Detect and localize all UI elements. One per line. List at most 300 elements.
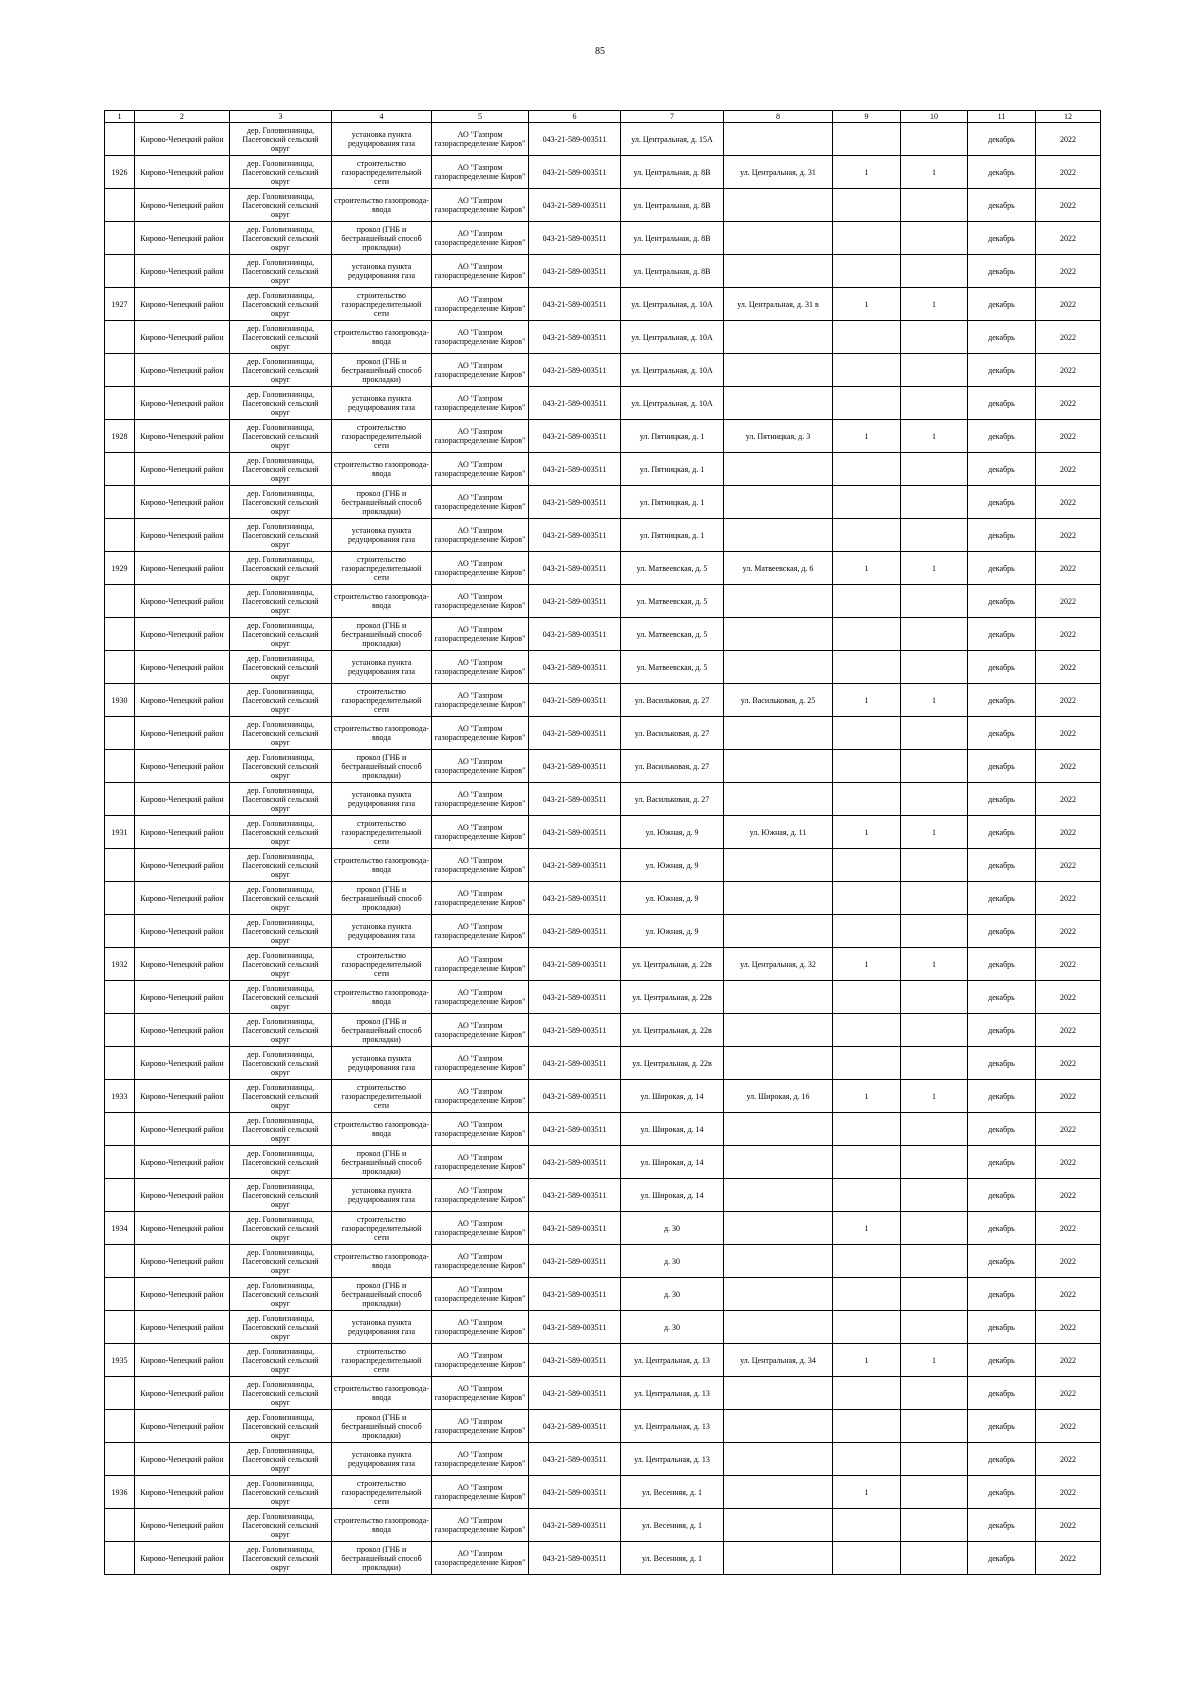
- cell-text: 2022: [1060, 1487, 1076, 1497]
- cell-text: 043-21-589-003511: [542, 662, 607, 672]
- month-cell: [968, 1014, 1036, 1047]
- license-cell: [529, 1047, 621, 1080]
- district-cell: [135, 618, 230, 651]
- cell-text: 1: [864, 827, 869, 837]
- cell-text: декабрь: [988, 233, 1015, 243]
- object-address-cell: [621, 1212, 724, 1245]
- connection-address-cell: [724, 816, 833, 849]
- cell-text: декабрь: [988, 1190, 1015, 1200]
- license-cell: [529, 1146, 621, 1179]
- license-cell: [529, 1179, 621, 1212]
- license-cell: [529, 1344, 621, 1377]
- row-number-cell: [105, 189, 135, 222]
- work-type-cell: [332, 486, 432, 519]
- row-number-cell: [105, 1245, 135, 1278]
- connection-address-cell: [724, 882, 833, 915]
- cell-text: 043-21-589-003511: [542, 1388, 607, 1398]
- year-cell: [1036, 684, 1101, 717]
- district-cell: [135, 1476, 230, 1509]
- cell-text: декабрь: [988, 728, 1015, 738]
- connections-cell: [901, 915, 968, 948]
- cell-text: дер. Головизнинцы, Пасеговский сельский округ: [242, 818, 319, 846]
- cell-text: 043-21-589-003511: [542, 1553, 607, 1563]
- license-cell: [529, 915, 621, 948]
- settlement-cell: [230, 882, 332, 915]
- connections-cell: [901, 651, 968, 684]
- connections-cell: [901, 1212, 968, 1245]
- cell-text: 043-21-589-003511: [542, 695, 607, 705]
- district-cell: [135, 651, 230, 684]
- cell-text: декабрь: [988, 167, 1015, 177]
- object-address-cell: [621, 1146, 724, 1179]
- object-address-cell: [621, 1542, 724, 1575]
- year-cell: [1036, 519, 1101, 552]
- quantity-cell: [833, 321, 901, 354]
- organization-cell: [432, 255, 529, 288]
- organization-cell: [432, 651, 529, 684]
- cell-text: 1: [864, 1223, 869, 1233]
- header-cell: 10: [901, 111, 968, 123]
- settlement-cell: [230, 1080, 332, 1113]
- quantity-cell: [833, 1410, 901, 1443]
- connections-cell: [901, 1311, 968, 1344]
- cell-text: АО "Газпром газораспределение Киров": [434, 1450, 526, 1468]
- row-number-cell: [105, 1344, 135, 1377]
- connection-address-cell: [724, 1212, 833, 1245]
- cell-text: Кирово-Чепецкий район: [140, 200, 224, 210]
- cell-text: Кирово-Чепецкий район: [140, 1355, 224, 1365]
- cell-text: ул. Широкая, д. 14: [640, 1157, 704, 1167]
- quantity-cell: [833, 288, 901, 321]
- cell-text: дер. Головизнинцы, Пасеговский сельский округ: [242, 1247, 319, 1275]
- district-cell: [135, 189, 230, 222]
- district-cell: [135, 849, 230, 882]
- row-number-cell: [105, 585, 135, 618]
- year-cell: [1036, 750, 1101, 783]
- object-address-cell: [621, 255, 724, 288]
- row-number-cell: [105, 1443, 135, 1476]
- quantity-cell: [833, 420, 901, 453]
- cell-text: дер. Головизнинцы, Пасеговский сельский округ: [242, 587, 319, 615]
- settlement-cell: [230, 1113, 332, 1146]
- row-number-cell: [105, 1146, 135, 1179]
- connections-cell: [901, 255, 968, 288]
- cell-text: 1: [932, 827, 936, 837]
- connections-cell: [901, 1410, 968, 1443]
- connections-cell: [901, 618, 968, 651]
- connections-cell: [901, 552, 968, 585]
- cell-text: ул. Широкая, д. 16: [746, 1091, 810, 1101]
- organization-cell: [432, 915, 529, 948]
- cell-text: 2022: [1060, 431, 1076, 441]
- license-cell: [529, 585, 621, 618]
- license-cell: [529, 420, 621, 453]
- cell-text: 043-21-589-003511: [542, 299, 607, 309]
- cell-text: декабрь: [988, 596, 1015, 606]
- cell-text: Кирово-Чепецкий район: [140, 134, 224, 144]
- cell-text: установка пункта редуцирования газа: [347, 262, 416, 280]
- row-number-cell: [105, 816, 135, 849]
- cell-text: 2022: [1060, 827, 1076, 837]
- cell-text: дер. Головизнинцы, Пасеговский сельский округ: [242, 455, 319, 483]
- cell-text: АО "Газпром газораспределение Киров": [434, 1186, 526, 1204]
- cell-text: декабрь: [988, 332, 1015, 342]
- cell-text: АО "Газпром газораспределение Киров": [434, 922, 526, 940]
- district-cell: [135, 1509, 230, 1542]
- license-cell: [529, 156, 621, 189]
- cell-text: строительство газораспределительной сети: [341, 1478, 422, 1506]
- work-type-cell: [332, 750, 432, 783]
- cell-text: АО "Газпром газораспределение Киров": [434, 295, 526, 313]
- row-number-cell: [105, 486, 135, 519]
- cell-text: прокол (ГНБ и бестраншейный способ прокладки): [341, 1544, 422, 1572]
- district-cell: [135, 816, 230, 849]
- license-cell: [529, 387, 621, 420]
- object-address-cell: [621, 1410, 724, 1443]
- table-row: [105, 486, 1101, 519]
- cell-text: декабрь: [988, 1421, 1015, 1431]
- row-number-cell: [105, 222, 135, 255]
- connection-address-cell: [724, 123, 833, 156]
- month-cell: [968, 222, 1036, 255]
- cell-text: АО "Газпром газораспределение Киров": [434, 757, 526, 775]
- work-type-cell: [332, 189, 432, 222]
- connection-address-cell: [724, 321, 833, 354]
- year-cell: [1036, 1509, 1101, 1542]
- work-type-cell: [332, 1080, 432, 1113]
- cell-text: 1927: [111, 299, 128, 309]
- year-cell: [1036, 1410, 1101, 1443]
- cell-text: АО "Газпром газораспределение Киров": [434, 1516, 526, 1534]
- connections-cell: [901, 849, 968, 882]
- object-address-cell: [621, 387, 724, 420]
- row-number-cell: [105, 1377, 135, 1410]
- header-cell: 1: [105, 111, 135, 123]
- month-cell: [968, 189, 1036, 222]
- cell-text: декабрь: [988, 563, 1015, 573]
- cell-text: 043-21-589-003511: [542, 200, 607, 210]
- license-cell: [529, 1443, 621, 1476]
- connection-address-cell: [724, 585, 833, 618]
- cell-text: строительство газопровода-ввода: [334, 856, 429, 874]
- cell-text: 1928: [111, 431, 128, 441]
- cell-text: Кирово-Чепецкий район: [140, 233, 224, 243]
- cell-text: 043-21-589-003511: [542, 860, 607, 870]
- cell-text: АО "Газпром газораспределение Киров": [434, 460, 526, 478]
- cell-text: дер. Головизнинцы, Пасеговский сельский округ: [242, 224, 319, 252]
- cell-text: 043-21-589-003511: [542, 398, 607, 408]
- table-row: [105, 783, 1101, 816]
- cell-text: декабрь: [988, 1322, 1015, 1332]
- object-address-cell: [621, 222, 724, 255]
- table-body: [105, 111, 1101, 1575]
- district-cell: [135, 354, 230, 387]
- cell-text: 043-21-589-003511: [542, 1289, 607, 1299]
- cell-text: 2022: [1060, 266, 1076, 276]
- table-row: [105, 453, 1101, 486]
- object-address-cell: [621, 1179, 724, 1212]
- quantity-cell: [833, 1179, 901, 1212]
- cell-text: Кирово-Чепецкий район: [140, 1322, 224, 1332]
- work-type-cell: [332, 156, 432, 189]
- district-cell: [135, 1377, 230, 1410]
- cell-text: 2022: [1060, 728, 1076, 738]
- cell-text: АО "Газпром газораспределение Киров": [434, 1120, 526, 1138]
- district-cell: [135, 882, 230, 915]
- cell-text: ул. Центральная, д. 22в: [632, 1025, 712, 1035]
- work-type-cell: [332, 783, 432, 816]
- row-number-cell: [105, 321, 135, 354]
- object-address-cell: [621, 651, 724, 684]
- cell-text: ул. Южная, д. 9: [645, 926, 699, 936]
- connections-cell: [901, 1344, 968, 1377]
- cell-text: строительство газопровода-ввода: [334, 460, 429, 478]
- row-number-cell: [105, 1476, 135, 1509]
- cell-text: ул. Южная, д. 11: [749, 827, 807, 837]
- cell-text: ул. Центральная, д. 10А: [631, 299, 713, 309]
- cell-text: 043-21-589-003511: [542, 827, 607, 837]
- cell-text: 043-21-589-003511: [542, 167, 607, 177]
- cell-text: ул. Центральная, д. 31: [740, 167, 816, 177]
- cell-text: ул. Центральная, д. 8В: [633, 200, 711, 210]
- district-cell: [135, 1014, 230, 1047]
- cell-text: 043-21-589-003511: [542, 1454, 607, 1464]
- cell-text: Кирово-Чепецкий район: [140, 530, 224, 540]
- work-type-cell: [332, 387, 432, 420]
- cell-text: 043-21-589-003511: [542, 926, 607, 936]
- cell-text: 1: [864, 431, 869, 441]
- cell-text: декабрь: [988, 1454, 1015, 1464]
- work-type-cell: [332, 1377, 432, 1410]
- settlement-cell: [230, 123, 332, 156]
- table-row: [105, 1047, 1101, 1080]
- settlement-cell: [230, 684, 332, 717]
- row-number-cell: [105, 1278, 135, 1311]
- connections-cell: [901, 1014, 968, 1047]
- object-address-cell: [621, 420, 724, 453]
- organization-cell: [432, 1113, 529, 1146]
- settlement-cell: [230, 519, 332, 552]
- work-type-cell: [332, 1344, 432, 1377]
- organization-cell: [432, 1509, 529, 1542]
- month-cell: [968, 420, 1036, 453]
- connections-cell: [901, 1245, 968, 1278]
- row-number-cell: [105, 849, 135, 882]
- quantity-cell: [833, 1542, 901, 1575]
- row-number-cell: [105, 981, 135, 1014]
- cell-text: 043-21-589-003511: [542, 1322, 607, 1332]
- object-address-cell: [621, 486, 724, 519]
- year-cell: [1036, 783, 1101, 816]
- district-cell: [135, 1410, 230, 1443]
- district-cell: [135, 948, 230, 981]
- row-number-cell: [105, 1113, 135, 1146]
- cell-text: 043-21-589-003511: [542, 497, 607, 507]
- connections-cell: [901, 1476, 968, 1509]
- cell-text: ул. Центральная, д. 15А: [631, 134, 713, 144]
- cell-text: 1933: [111, 1091, 128, 1101]
- cell-text: АО "Газпром газораспределение Киров": [434, 262, 526, 280]
- object-address-cell: [621, 750, 724, 783]
- connections-cell: [901, 288, 968, 321]
- cell-text: ул. Южная, д. 9: [645, 827, 699, 837]
- cell-text: дер. Головизнинцы, Пасеговский сельский округ: [242, 1148, 319, 1176]
- object-address-cell: [621, 981, 724, 1014]
- cell-text: Кирово-Чепецкий район: [140, 332, 224, 342]
- connections-cell: [901, 387, 968, 420]
- cell-text: 2022: [1060, 200, 1076, 210]
- quantity-cell: [833, 189, 901, 222]
- year-cell: [1036, 1476, 1101, 1509]
- year-cell: [1036, 816, 1101, 849]
- connection-address-cell: [724, 1410, 833, 1443]
- connection-address-cell: [724, 519, 833, 552]
- header-cell: 4: [332, 111, 432, 123]
- header-cell: 6: [529, 111, 621, 123]
- cell-text: 1936: [111, 1487, 128, 1497]
- cell-text: АО "Газпром газораспределение Киров": [434, 1483, 526, 1501]
- district-cell: [135, 1311, 230, 1344]
- district-cell: [135, 1212, 230, 1245]
- cell-text: ул. Васильковая, д. 27: [634, 728, 710, 738]
- connection-address-cell: [724, 684, 833, 717]
- organization-cell: [432, 783, 529, 816]
- cell-text: 1: [864, 1091, 869, 1101]
- license-cell: [529, 1113, 621, 1146]
- quantity-cell: [833, 1245, 901, 1278]
- license-cell: [529, 1542, 621, 1575]
- object-address-cell: [621, 1377, 724, 1410]
- work-type-cell: [332, 981, 432, 1014]
- license-cell: [529, 618, 621, 651]
- settlement-cell: [230, 948, 332, 981]
- settlement-cell: [230, 750, 332, 783]
- cell-text: строительство газораспределительной сети: [341, 158, 422, 186]
- cell-text: Кирово-Чепецкий район: [140, 1553, 224, 1563]
- cell-text: 2022: [1060, 1322, 1076, 1332]
- cell-text: 1929: [111, 563, 128, 573]
- work-type-cell: [332, 123, 432, 156]
- cell-text: АО "Газпром газораспределение Киров": [434, 592, 526, 610]
- cell-text: дер. Головизнинцы, Пасеговский сельский округ: [242, 1544, 319, 1572]
- cell-text: АО "Газпром газораспределение Киров": [434, 559, 526, 577]
- cell-text: 2022: [1060, 662, 1076, 672]
- work-type-cell: [332, 1410, 432, 1443]
- settlement-cell: [230, 255, 332, 288]
- license-cell: [529, 354, 621, 387]
- cell-text: дер. Головизнинцы, Пасеговский сельский округ: [242, 1214, 319, 1242]
- month-cell: [968, 486, 1036, 519]
- cell-text: 2022: [1060, 992, 1076, 1002]
- settlement-cell: [230, 981, 332, 1014]
- cell-text: Кирово-Чепецкий район: [140, 1091, 224, 1101]
- cell-text: дер. Головизнинцы, Пасеговский сельский округ: [242, 521, 319, 549]
- cell-text: Кирово-Чепецкий район: [140, 662, 224, 672]
- cell-text: 043-21-589-003511: [542, 1355, 607, 1365]
- cell-text: строительство газопровода-ввода: [334, 1252, 429, 1270]
- cell-text: декабрь: [988, 959, 1015, 969]
- cell-text: 2022: [1060, 1157, 1076, 1167]
- object-address-cell: [621, 1344, 724, 1377]
- cell-text: 2022: [1060, 332, 1076, 342]
- row-number-cell: [105, 915, 135, 948]
- connection-address-cell: [724, 453, 833, 486]
- cell-text: 2022: [1060, 1223, 1076, 1233]
- connection-address-cell: [724, 552, 833, 585]
- month-cell: [968, 915, 1036, 948]
- cell-text: Кирово-Чепецкий район: [140, 497, 224, 507]
- cell-text: установка пункта редуцирования газа: [347, 526, 416, 544]
- cell-text: 043-21-589-003511: [542, 1487, 607, 1497]
- cell-text: Кирово-Чепецкий район: [140, 1157, 224, 1167]
- cell-text: декабрь: [988, 464, 1015, 474]
- month-cell: [968, 1377, 1036, 1410]
- cell-text: дер. Головизнинцы, Пасеговский сельский округ: [242, 1082, 319, 1110]
- cell-text: дер. Головизнинцы, Пасеговский сельский округ: [242, 323, 319, 351]
- cell-text: 043-21-589-003511: [542, 728, 607, 738]
- table-row: [105, 981, 1101, 1014]
- cell-text: АО "Газпром газораспределение Киров": [434, 1153, 526, 1171]
- quantity-cell: [833, 585, 901, 618]
- organization-cell: [432, 981, 529, 1014]
- cell-text: АО "Газпром газораспределение Киров": [434, 526, 526, 544]
- table-row: [105, 1212, 1101, 1245]
- quantity-cell: [833, 552, 901, 585]
- connection-address-cell: [724, 849, 833, 882]
- cell-text: 2022: [1060, 563, 1076, 573]
- cell-text: 2022: [1060, 959, 1076, 969]
- cell-text: Кирово-Чепецкий район: [140, 1454, 224, 1464]
- row-number-cell: [105, 1212, 135, 1245]
- cell-text: АО "Газпром газораспределение Киров": [434, 856, 526, 874]
- table-row: [105, 1080, 1101, 1113]
- cell-text: 043-21-589-003511: [542, 365, 607, 375]
- cell-text: АО "Газпром газораспределение Киров": [434, 691, 526, 709]
- month-cell: [968, 1311, 1036, 1344]
- cell-text: установка пункта редуцирования газа: [347, 790, 416, 808]
- month-cell: [968, 1080, 1036, 1113]
- cell-text: декабрь: [988, 893, 1015, 903]
- cell-text: АО "Газпром газораспределение Киров": [434, 229, 526, 247]
- month-cell: [968, 156, 1036, 189]
- cell-text: дер. Головизнинцы, Пасеговский сельский округ: [242, 422, 319, 450]
- district-cell: [135, 222, 230, 255]
- license-cell: [529, 552, 621, 585]
- license-cell: [529, 255, 621, 288]
- cell-text: Кирово-Чепецкий район: [140, 299, 224, 309]
- cell-text: Кирово-Чепецкий район: [140, 563, 224, 573]
- table-row: [105, 1410, 1101, 1443]
- cell-text: строительство газопровода-ввода: [334, 988, 429, 1006]
- cell-text: строительство газопровода-ввода: [334, 1516, 429, 1534]
- month-cell: [968, 552, 1036, 585]
- cell-text: ул. Пятницкая, д. 1: [639, 464, 705, 474]
- cell-text: прокол (ГНБ и бестраншейный способ прокладки): [341, 1280, 422, 1308]
- cell-text: 2022: [1060, 464, 1076, 474]
- year-cell: [1036, 189, 1101, 222]
- cell-text: строительство газопровода-ввода: [334, 724, 429, 742]
- district-cell: [135, 519, 230, 552]
- cell-text: АО "Газпром газораспределение Киров": [434, 1219, 526, 1237]
- object-address-cell: [621, 1509, 724, 1542]
- object-address-cell: [621, 882, 724, 915]
- settlement-cell: [230, 1542, 332, 1575]
- cell-text: строительство газопровода-ввода: [334, 1120, 429, 1138]
- cell-text: 2022: [1060, 893, 1076, 903]
- license-cell: [529, 783, 621, 816]
- object-address-cell: [621, 1278, 724, 1311]
- cell-text: строительство газораспределительной сети: [341, 950, 422, 978]
